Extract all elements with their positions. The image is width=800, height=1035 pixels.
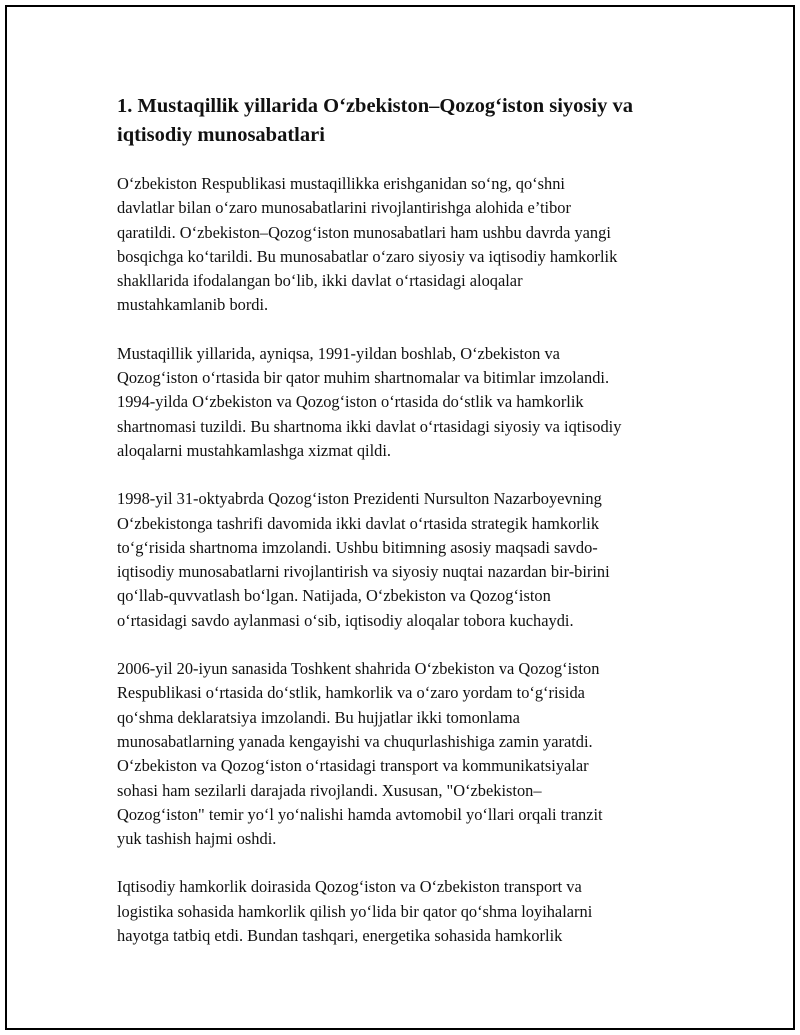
text-line: shakllarida ifodalangan bo‘lib, ikki davlat o‘rtasidagi aloqalar bbox=[117, 271, 523, 291]
document-body bbox=[117, 92, 687, 972]
text-line: davlatlar bilan o‘zaro munosabatlarini rivojlantirishga alohida e’tibor bbox=[117, 198, 571, 218]
heading-line: 1. Mustaqillik yillarida O‘zbekiston–Qozog‘iston siyosiy va bbox=[117, 95, 633, 117]
text-line: iqtisodiy munosabatlarni rivojlantirish va siyosiy nuqtai nazardan bir-birini bbox=[117, 562, 610, 582]
paragraph bbox=[117, 172, 687, 318]
section-heading bbox=[117, 92, 687, 150]
paragraph bbox=[117, 487, 687, 633]
text-line: bosqichga ko‘tarildi. Bu munosabatlar o‘zaro siyosiy va iqtisodiy hamkorlik bbox=[117, 246, 618, 266]
paragraph bbox=[117, 342, 687, 463]
text-line: qo‘shma deklaratsiya imzolandi. Bu hujjatlar ikki tomonlama bbox=[117, 707, 520, 727]
text-line: qaratildi. O‘zbekiston–Qozog‘iston munosabatlari ham ushbu davrda yangi bbox=[117, 222, 611, 242]
text-line: yuk tashish hajmi oshdi. bbox=[117, 829, 277, 849]
text-line: Qozog‘iston" temir yo‘l yo‘nalishi hamda avtomobil yo‘llari orqali tranzit bbox=[117, 804, 603, 824]
text-line: 2006-yil 20-iyun sanasida Toshkent shahrida O‘zbekiston va Qozog‘iston bbox=[117, 659, 600, 679]
text-line: O‘zbekiston va Qozog‘iston o‘rtasidagi transport va kommunikatsiyalar bbox=[117, 756, 589, 776]
heading-line: iqtisodiy munosabatlari bbox=[117, 124, 325, 146]
text-line: shartnomasi tuzildi. Bu shartnoma ikki davlat o‘rtasidagi siyosiy va iqtisodiy bbox=[117, 416, 622, 436]
text-line: hayotga tatbiq etdi. Bundan tashqari, energetika sohasida hamkorlik bbox=[117, 926, 563, 946]
text-line: sohasi ham sezilarli darajada rivojlandi. Xususan, "O‘zbekiston– bbox=[117, 780, 542, 800]
text-line: O‘zbekistonga tashrifi davomida ikki davlat o‘rtasida strategik hamkorlik bbox=[117, 513, 600, 533]
text-line: Respublikasi o‘rtasida do‘stlik, hamkorlik va o‘zaro yordam to‘g‘risida bbox=[117, 683, 585, 703]
paragraph bbox=[117, 875, 687, 948]
text-line: Qozog‘iston o‘rtasida bir qator muhim shartnomalar va bitimlar imzolandi. bbox=[117, 368, 610, 388]
text-line: qo‘llab-quvvatlash bo‘lgan. Natijada, O‘zbekiston va Qozog‘iston bbox=[117, 586, 551, 606]
text-line: o‘rtasidagi savdo aylanmasi o‘sib, iqtisodiy aloqalar tobora kuchaydi. bbox=[117, 610, 574, 630]
text-line: O‘zbekiston Respublikasi mustaqillikka erishganidan so‘ng, qo‘shni bbox=[117, 174, 565, 193]
text-line: Mustaqillik yillarida, ayniqsa, 1991-yildan boshlab, O‘zbekiston va bbox=[117, 343, 560, 363]
paragraph bbox=[117, 657, 687, 851]
text-line: logistika sohasida hamkorlik qilish yo‘lida bir qator qo‘shma loyihalarni bbox=[117, 901, 593, 921]
text-line: 1994-yilda O‘zbekiston va Qozog‘iston o‘rtasida do‘stlik va hamkorlik bbox=[117, 392, 584, 412]
text-line: to‘g‘risida shartnoma imzolandi. Ushbu bitimning asosiy maqsadi savdo- bbox=[117, 537, 598, 557]
text-line: 1998-yil 31-oktyabrda Qozog‘iston Prezidenti Nursulton Nazarboyevning bbox=[117, 489, 602, 509]
text-line: mustahkamlanib bordi. bbox=[117, 295, 269, 315]
text-line: aloqalarni mustahkamlashga xizmat qildi. bbox=[117, 440, 392, 460]
text-line: munosabatlarning yanada kengayishi va chuqurlashishiga zamin yaratdi. bbox=[117, 731, 593, 751]
text-line: Iqtisodiy hamkorlik doirasida Qozog‘iston va O‘zbekiston transport va bbox=[117, 877, 582, 897]
